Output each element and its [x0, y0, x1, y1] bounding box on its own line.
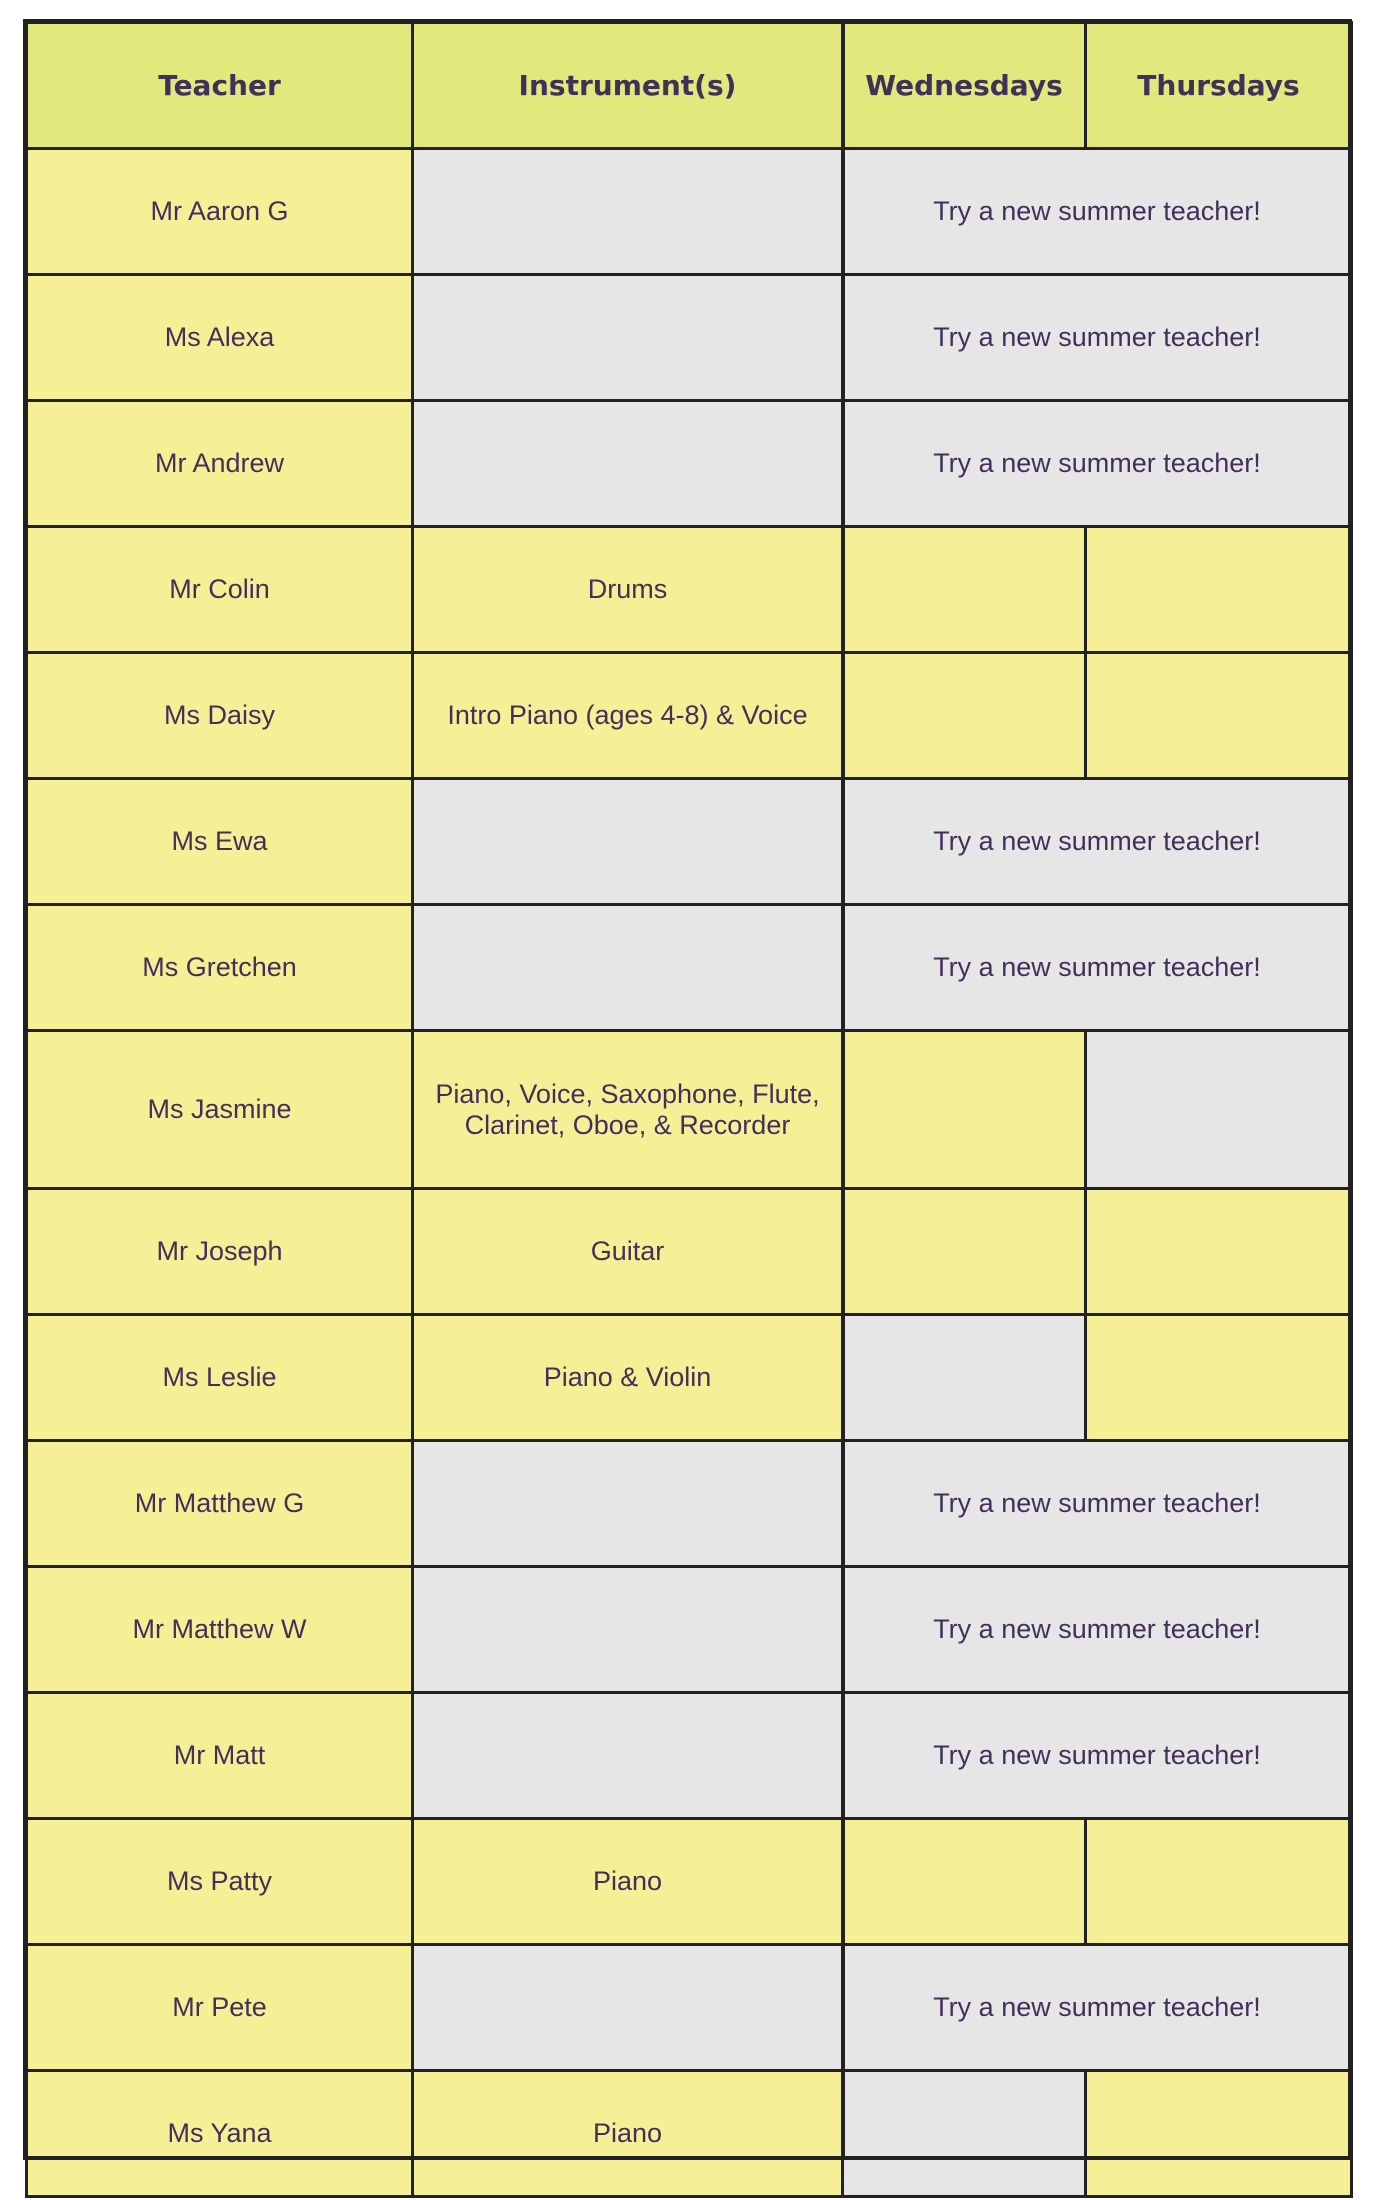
thursday-cell [1086, 2071, 1352, 2197]
instrument-cell: Piano [413, 2071, 843, 2197]
table-row [27, 653, 1352, 779]
promo-text: Try a new summer teacher! [843, 1567, 1352, 1693]
teacher-name: Ms Alexa [27, 275, 413, 401]
thursday-cell [1086, 527, 1352, 653]
promo-text: Try a new summer teacher! [843, 275, 1352, 401]
wednesday-cell [843, 2071, 1086, 2197]
teacher-name: Ms Patty [27, 1819, 413, 1945]
table-row [27, 275, 1352, 401]
teacher-name: Mr Joseph [27, 1189, 413, 1315]
teacher-name: Ms Leslie [27, 1315, 413, 1441]
thursday-cell [1086, 653, 1352, 779]
table-row [27, 149, 1352, 275]
instrument-cell [413, 1567, 843, 1693]
promo-text: Try a new summer teacher! [843, 779, 1352, 905]
promo-text: Try a new summer teacher! [843, 1693, 1352, 1819]
thursday-cell [1086, 1189, 1352, 1315]
instrument-cell: Piano, Voice, Saxophone, Flute, Clarinet, Oboe, & Recorder [413, 1031, 843, 1189]
instrument-cell [413, 905, 843, 1031]
teacher-name: Mr Matthew W [27, 1567, 413, 1693]
wednesday-cell [843, 653, 1086, 779]
table-row [27, 779, 1352, 905]
teacher-name: Mr Andrew [27, 401, 413, 527]
thursday-cell [1086, 1819, 1352, 1945]
promo-text: Try a new summer teacher! [843, 401, 1352, 527]
teacher-name: Ms Jasmine [27, 1031, 413, 1189]
table-row [27, 1819, 1352, 1945]
teacher-name: Ms Yana [27, 2071, 413, 2197]
instrument-cell [413, 779, 843, 905]
wednesday-cell [843, 1315, 1086, 1441]
table-row [27, 1693, 1352, 1819]
schedule-table [25, 21, 1353, 2198]
promo-text: Try a new summer teacher! [843, 905, 1352, 1031]
instrument-cell [413, 1945, 843, 2071]
instrument-cell: Piano [413, 1819, 843, 1945]
instrument-cell: Guitar [413, 1189, 843, 1315]
table-row [27, 2071, 1352, 2197]
instrument-cell: Piano & Violin [413, 1315, 843, 1441]
table-row [27, 401, 1352, 527]
table-row [27, 527, 1352, 653]
header-row [27, 23, 1352, 149]
teacher-name: Mr Pete [27, 1945, 413, 2071]
instrument-cell [413, 275, 843, 401]
instrument-cell [413, 1693, 843, 1819]
teacher-name: Mr Matthew G [27, 1441, 413, 1567]
teacher-name: Mr Colin [27, 527, 413, 653]
teacher-name: Ms Daisy [27, 653, 413, 779]
header-instruments: Instrument(s) [413, 23, 843, 149]
thursday-cell [1086, 1315, 1352, 1441]
promo-text: Try a new summer teacher! [843, 149, 1352, 275]
table-row [27, 1945, 1352, 2071]
instrument-cell [413, 149, 843, 275]
thursday-cell [1086, 1031, 1352, 1189]
table-row [27, 1567, 1352, 1693]
header-thursdays: Thursdays [1086, 23, 1352, 149]
table-row [27, 1315, 1352, 1441]
header-teacher: Teacher [27, 23, 413, 149]
instrument-cell: Drums [413, 527, 843, 653]
promo-text: Try a new summer teacher! [843, 1441, 1352, 1567]
table-row [27, 1189, 1352, 1315]
instrument-cell [413, 1441, 843, 1567]
teacher-name: Mr Aaron G [27, 149, 413, 275]
header-wednesdays: Wednesdays [843, 23, 1086, 149]
teacher-name: Mr Matt [27, 1693, 413, 1819]
instrument-cell [413, 401, 843, 527]
instrument-cell: Intro Piano (ages 4-8) & Voice [413, 653, 843, 779]
teacher-name: Ms Gretchen [27, 905, 413, 1031]
wednesday-cell [843, 1031, 1086, 1189]
teacher-rows [27, 149, 1352, 2197]
table-row [27, 905, 1352, 1031]
teacher-name: Ms Ewa [27, 779, 413, 905]
promo-text: Try a new summer teacher! [843, 1945, 1352, 2071]
table-row [27, 1031, 1352, 1189]
wednesday-cell [843, 1189, 1086, 1315]
table-row [27, 1441, 1352, 1567]
wednesday-cell [843, 1819, 1086, 1945]
wednesday-cell [843, 527, 1086, 653]
